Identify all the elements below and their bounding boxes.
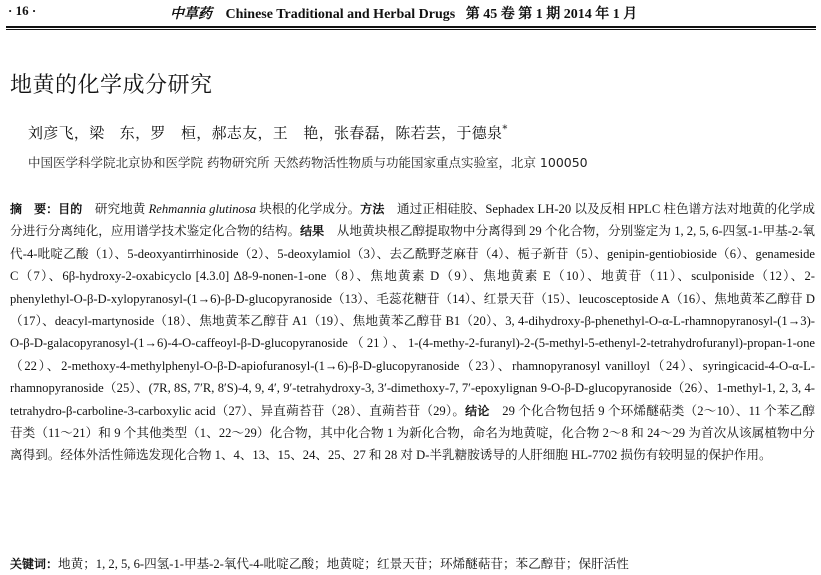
methods-label: 方法 bbox=[360, 202, 385, 216]
results-text: 从地黄块根乙醇提取物中分离得到 29 个化合物，分别鉴定为 1, 2, 5, 6-四氢-1-甲基-2-氧代-4-吡啶乙酸（1）、5-deoxyantirrhinoside（2）、5-deoxylamiol（3）、去乙酰野芝麻苷（4）、栀子新苷（5）、genipin-gentiobioside（6）、genameside C（7）、6β-hydroxy-2-oxabicyclo [4.3.0] Δ8-9-nonen-1-one（8）、焦地黄素 D（9）、焦地黄素 E（10）、地黄苷（11）、sculponiside（12）、2-phenylethyl-O-β-D-xylopyranosyl-(1→6)-β-D-glucopyranoside（13）、毛蕊花糖苷（14）、红景天苷（15）、leucosceptoside A（16）、焦地黄苯乙醇苷 D（17）、deacyl-martynoside（18）、焦地黄苯乙醇苷 A1（19）、焦地黄苯乙醇苷 B1（20）、3, 4-dihydroxy-β-phenethyl-O-α-L-rhamnopyranosyl-(1→3)-O-β-D-galacopyranosyl-(1→6)-4-O-caffeoyl-β-D-glucopyranoside（21）、1-(4-methy-2-furanyl)-2-(5-methyl-5-ethenyl-2-tetrahydrofuranyl)-propan-1-one（22）、2-methoxy-4-methylphenyl-O-β-D-apiofuranosyl-(1→6)-β-D-glucopyranoside（23）、rhamnopyranosyl vanilloyl（24）、syringicacid-4-O-α-L-rhamnopyranoside（25）、(7R, 8S, 7′R, 8′S)-4, 9, 4′, 9′-tetrahydroxy-3, 3′-dimethoxy-7, 7′-epoxylignan 9-O-β-D-glucopyranoside（26）、1-methyl-1, 2, 3, 4-tetrahydro-β-carboline-3-carboxylic acid（27）、异直蒴苔苷（28）、直蒴苔苷（29）。 bbox=[10, 224, 815, 418]
author-list bbox=[28, 122, 508, 143]
running-header bbox=[0, 0, 821, 24]
species-name: Rehmannia glutinosa bbox=[148, 202, 257, 216]
objective-label: 目的 bbox=[58, 202, 83, 216]
keywords bbox=[10, 553, 629, 572]
header-rule-thick bbox=[6, 26, 816, 28]
keywords-text: 地黄；1, 2, 5, 6-四氢-1-甲基-2-氧代-4-吡啶乙酸；地黄啶；红景天苷；环烯醚萜苷；苯乙醇苷；保肝活性 bbox=[58, 557, 629, 571]
objective-text-1: 研究地黄 bbox=[82, 202, 149, 216]
journal-header bbox=[170, 3, 637, 23]
affiliation: 中国医学科学院北京协和医学院 药物研究所 天然药物活性物质与功能国家重点实验室，北京 100050 bbox=[28, 155, 588, 170]
abstract-label: 摘 要： bbox=[10, 202, 59, 216]
article-title: 地黄的化学成分研究 bbox=[10, 73, 213, 98]
conclusion-text: 29 个化合物包括 9 个环烯醚萜类（2～10）、11 个苯乙醇苷类（11～21）和 9 个其他类型（1、22～29）化合物，其中化合物 1 为新化合物，命名为地黄啶，化合物 2～8 和 24～29 为首次从该属植物中分离得到。经体外活性筛选发现化合物 1、4、13、15、24、25、27 和 28 对 D-半乳糖胺诱导的人肝细胞 HL-7702 损伤有较明显的保护作用。 bbox=[10, 403, 815, 463]
journal-issue: 第 45 卷 第 1 期 2014 年 1 月 bbox=[465, 7, 638, 22]
corresponding-author-mark: * bbox=[502, 124, 508, 135]
keywords-label: 关键词： bbox=[10, 557, 59, 571]
header-rule-thin bbox=[6, 29, 816, 30]
objective-text-2: 块根的化学成分。 bbox=[256, 202, 361, 216]
methods-text: 通过正相硅胶、Sephadex LH-20 以及反相 HPLC 柱色谱方法对地黄的化学成分进行分离纯化，应用谱学技术鉴定化合物的结构。 bbox=[10, 202, 815, 239]
page-number: · 16 · bbox=[8, 3, 37, 18]
results-label: 结果 bbox=[300, 224, 325, 239]
journal-name-en: Chinese Traditional and Herbal Drugs bbox=[225, 7, 456, 22]
abstract bbox=[10, 198, 815, 467]
conclusion-label: 结论 bbox=[465, 403, 490, 418]
journal-name-cn: 中草药 bbox=[170, 6, 212, 22]
author-names: 刘彦飞，梁 东，罗 桓，郝志友，王 艳，张春磊，陈若芸，于德泉 bbox=[28, 124, 503, 142]
